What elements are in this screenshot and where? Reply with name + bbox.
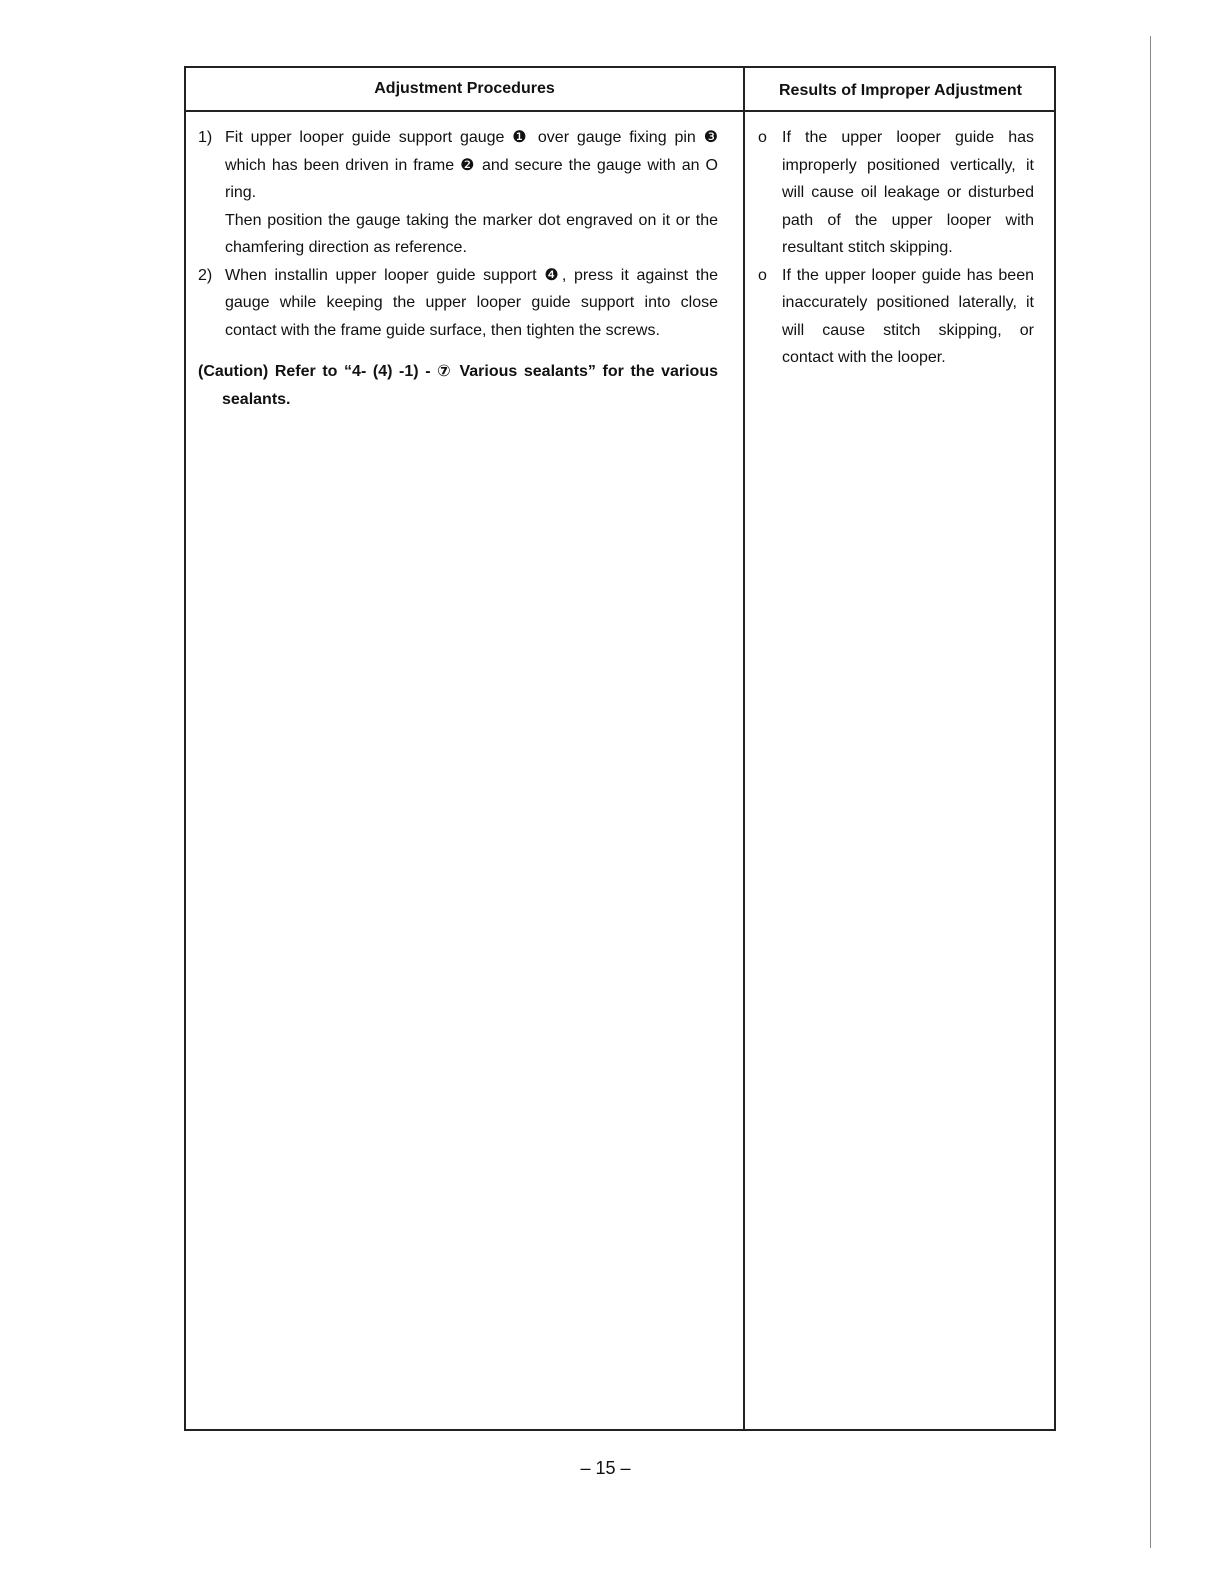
procedure-item-2 [198,262,718,345]
procedure-number: 2) [198,266,213,284]
result-item-1 [758,124,1034,262]
procedure-number: 1) [198,129,213,146]
procedure-text: When installin upper looper guide support ❹, press it against the gauge while keeping the upper looper guide support into close contact with the frame guide surface, then tighten the screws. [225,266,718,339]
header-adjustment-procedures: Adjustment Procedures [374,80,555,97]
result-text: If the upper looper guide has improperly positioned vertically, it will cause oil leakage or disturbed path of the upper looper with resultant stitch skipping. [782,129,1034,256]
procedure-text: Fit upper looper guide support gauge ❶ over gauge fixing pin ❸ which has been driven in frame ❷ and secure the gauge with an O ring. [225,129,718,201]
result-item-2 [758,262,1034,372]
header-results-improper-adjustment: Results of Improper Adjustment [779,82,1022,99]
procedures-column [198,124,718,413]
adjustment-table [184,66,1056,1431]
results-column [758,124,1034,372]
result-text: If the upper looper guide has been inaccurately positioned laterally, it will cause stitch skipping, or contact with the looper. [782,266,1034,366]
bullet-marker: o [758,129,767,146]
column-divider [743,68,745,1429]
procedure-item-1 [198,124,718,262]
caution-note: (Caution) Refer to “4- (4) -1) - ⑦ Various sealants” for the various sealants. [198,363,718,408]
scan-edge-line [1150,36,1151,1548]
header-divider [186,110,1054,112]
procedure-text: Then position the gauge taking the marker dot engraved on it or the chamfering direction as reference. [225,211,718,256]
bullet-marker: o [758,266,767,284]
page-number: – 15 – [580,1458,631,1478]
